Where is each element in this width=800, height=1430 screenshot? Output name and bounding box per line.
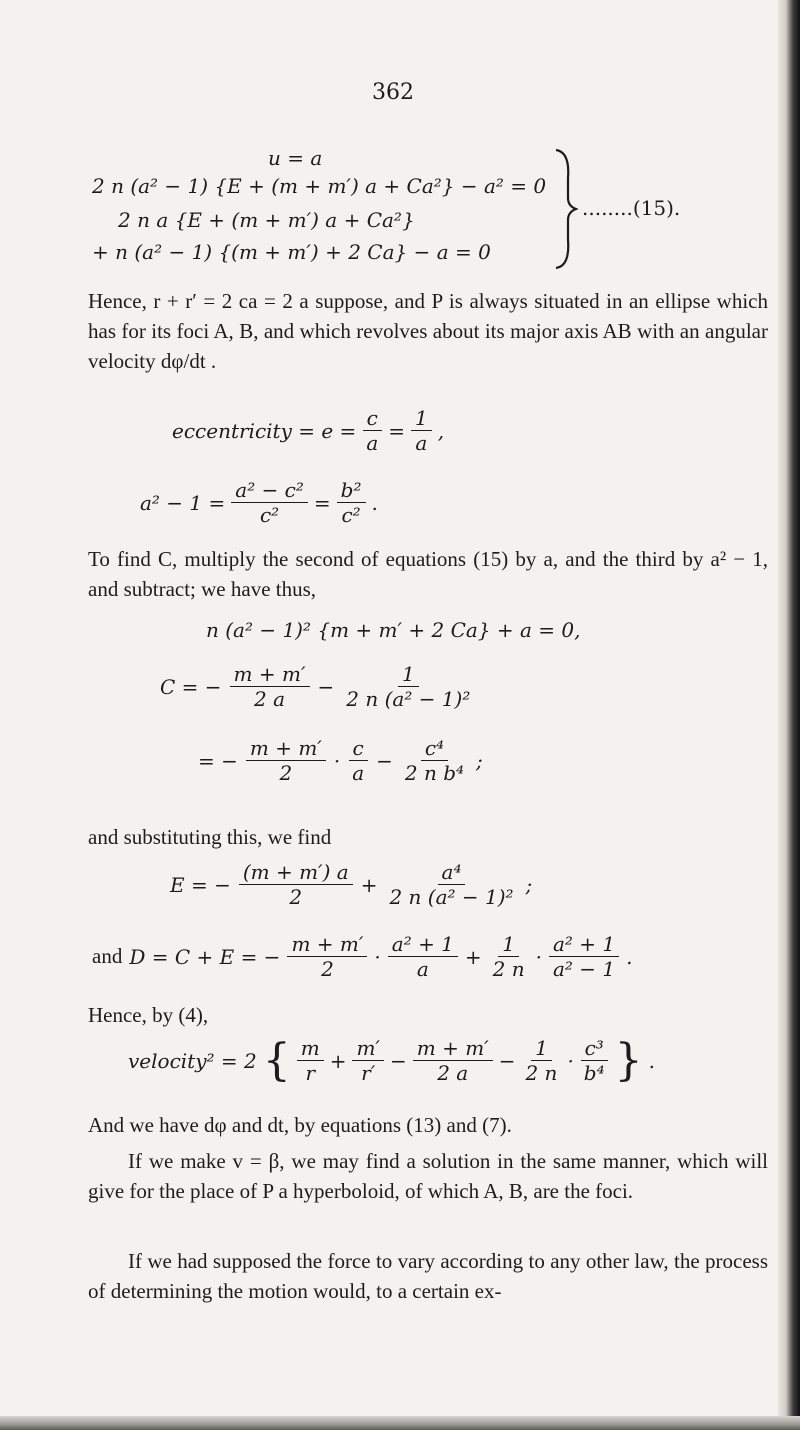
eq-a2-minus-1 bbox=[140, 478, 378, 527]
ecc-frac-1 bbox=[362, 406, 382, 455]
eq-d bbox=[92, 932, 633, 981]
eq15-line3: 2 n a {E + (m + m′) a + Ca²} bbox=[118, 208, 415, 232]
paragraph-dphi-dt: And we have dφ and dt, by equations (13) and (7). bbox=[88, 1113, 512, 1137]
v-den-1: r bbox=[305, 1061, 315, 1085]
c1-den-2: 2 n (a² − 1)² bbox=[346, 687, 471, 711]
c1-frac-2 bbox=[342, 662, 474, 711]
d-and: and bbox=[92, 944, 123, 968]
a2-period: . bbox=[371, 490, 378, 515]
paragraph-other-law: If we had supposed the force to vary according to any other law, the process of determining the motion would, to a certain ex- bbox=[88, 1249, 768, 1303]
v-den-4: 2 n bbox=[525, 1061, 558, 1085]
c1-den-1: 2 a bbox=[254, 687, 286, 711]
v-frac-1 bbox=[297, 1036, 324, 1085]
c2-num-1: m + m′ bbox=[246, 736, 326, 761]
eq15-label: ........(15). bbox=[582, 196, 681, 220]
e-num-2: a⁴ bbox=[438, 860, 466, 885]
eq-eccentricity bbox=[172, 406, 444, 455]
d-frac-1 bbox=[287, 932, 367, 981]
v-frac-2 bbox=[352, 1036, 384, 1085]
paragraph-hyperboloid: If we make v = β, we may find a solution in the same manner, which will give for the place of P a hyperboloid, of which A, B, are the foci. bbox=[88, 1149, 768, 1203]
v-period: . bbox=[648, 1048, 655, 1073]
v-lhs: velocity² = 2 bbox=[128, 1048, 257, 1073]
v-num-5: c³ bbox=[581, 1036, 608, 1061]
a2-num-1: a² − c² bbox=[231, 478, 308, 503]
d-den-2: a bbox=[416, 957, 429, 981]
ecc-den-2: a bbox=[415, 431, 428, 455]
right-brace bbox=[552, 148, 578, 270]
d-num-1: m + m′ bbox=[287, 932, 367, 957]
e-semicolon: ; bbox=[525, 872, 533, 897]
v-den-2: r′ bbox=[361, 1061, 376, 1085]
d-num-4: a² + 1 bbox=[549, 932, 619, 957]
c1-num-1: m + m′ bbox=[230, 662, 310, 687]
v-frac-4 bbox=[521, 1036, 561, 1085]
c2-dot: · bbox=[333, 748, 341, 773]
v-num-1: m bbox=[297, 1036, 324, 1061]
d-frac-4 bbox=[549, 932, 619, 981]
a2-den-2: c² bbox=[341, 503, 361, 527]
c2-semicolon: ; bbox=[476, 748, 483, 773]
ecc-comma: , bbox=[437, 418, 445, 443]
d-lhs: D = C + E = − bbox=[129, 944, 281, 969]
v-frac-5 bbox=[580, 1036, 609, 1085]
c2-frac-1 bbox=[246, 736, 326, 785]
d-dot-2: · bbox=[535, 944, 542, 969]
d-plus: + bbox=[464, 944, 482, 969]
v-plus: + bbox=[329, 1048, 347, 1073]
ecc-frac-2 bbox=[411, 406, 432, 455]
d-den-3: 2 n bbox=[492, 957, 525, 981]
v-num-2: m′ bbox=[352, 1036, 384, 1061]
eq15-line1: u = a bbox=[268, 146, 323, 170]
a2-frac-1 bbox=[231, 478, 308, 527]
ecc-den-1: a bbox=[366, 431, 379, 455]
a2-den-1: c² bbox=[259, 503, 280, 527]
v-num-4: 1 bbox=[531, 1036, 552, 1061]
eq15-line4: + n (a² − 1) {(m + m′) + 2 Ca} − a = 0 bbox=[92, 240, 491, 264]
v-minus-1: − bbox=[389, 1048, 407, 1073]
paragraph-hence-4: Hence, by (4), bbox=[88, 1003, 209, 1027]
e-lhs: E = − bbox=[170, 872, 231, 897]
v-den-3: 2 a bbox=[437, 1061, 469, 1085]
c1-num-2: 1 bbox=[398, 662, 419, 687]
d-den-1: 2 bbox=[321, 957, 334, 981]
v-den-5: b⁴ bbox=[583, 1061, 605, 1085]
ecc-lhs: eccentricity = e = bbox=[172, 418, 357, 443]
a2-frac-2 bbox=[337, 478, 366, 527]
c2-lhs: = − bbox=[198, 748, 238, 773]
paragraph-substituting: and substituting this, we find bbox=[88, 825, 332, 849]
d-num-3: 1 bbox=[498, 932, 519, 957]
v-minus-2: − bbox=[498, 1048, 516, 1073]
c2-num-3: c⁴ bbox=[421, 736, 448, 761]
c2-frac-2 bbox=[348, 736, 368, 785]
eq-e bbox=[170, 860, 532, 909]
v-open-brace: { bbox=[262, 1034, 291, 1086]
c1-lhs: C = − bbox=[160, 674, 222, 699]
page-edge-shadow-right bbox=[778, 0, 800, 1430]
d-period: . bbox=[626, 944, 633, 969]
v-dot: · bbox=[567, 1048, 574, 1073]
e-num-1: (m + m′) a bbox=[239, 860, 353, 885]
page-number: 362 bbox=[372, 80, 414, 105]
d-frac-2 bbox=[388, 932, 458, 981]
c2-den-2: a bbox=[352, 761, 365, 785]
eq-c2 bbox=[198, 736, 483, 785]
d-frac-3 bbox=[489, 932, 529, 981]
e-den-1: 2 bbox=[289, 885, 303, 909]
e-den-2: 2 n (a² − 1)² bbox=[389, 885, 514, 909]
e-frac-1 bbox=[239, 860, 353, 909]
c2-den-1: 2 bbox=[279, 761, 293, 785]
e-plus: + bbox=[360, 872, 378, 897]
d-dot-1: · bbox=[374, 944, 381, 969]
ecc-num-1: c bbox=[363, 406, 382, 431]
eq-c1 bbox=[160, 662, 474, 711]
paragraph-ellipse: Hence, r + r′ = 2 ca = 2 a suppose, and P is always situated in an ellipse which has for its foci A, B, and which revolves about its major axis AB with an angular velocity dφ/dt . bbox=[88, 289, 768, 373]
ecc-num-2: 1 bbox=[411, 406, 432, 431]
c2-frac-3 bbox=[401, 736, 468, 785]
eq-velocity bbox=[128, 1036, 655, 1085]
page-edge-shadow-bottom bbox=[0, 1416, 800, 1430]
a2-equals: = bbox=[313, 490, 331, 515]
eq15-line2: 2 n (a² − 1) {E + (m + m′) a + Ca²} − a² = 0 bbox=[92, 174, 547, 198]
c1-frac-1 bbox=[230, 662, 310, 711]
v-num-3: m + m′ bbox=[413, 1036, 493, 1061]
ecc-equals: = bbox=[388, 418, 406, 443]
c1-minus: − bbox=[317, 674, 335, 699]
a2-num-2: b² bbox=[337, 478, 366, 503]
e-frac-2 bbox=[385, 860, 517, 909]
v-close-brace: } bbox=[614, 1034, 643, 1086]
c2-minus: − bbox=[376, 748, 393, 773]
c2-num-2: c bbox=[349, 736, 368, 761]
d-num-2: a² + 1 bbox=[388, 932, 458, 957]
eq-c0: n (a² − 1)² {m + m′ + 2 Ca} + a = 0, bbox=[206, 618, 581, 642]
c2-den-3: 2 n b⁴ bbox=[404, 761, 465, 785]
d-den-4: a² − 1 bbox=[553, 957, 616, 981]
paragraph-find-c: To find C, multiply the second of equations (15) by a, and the third by a² − 1, and subtract; we have thus, bbox=[88, 547, 768, 601]
v-frac-3 bbox=[413, 1036, 493, 1085]
a2-lhs: a² − 1 = bbox=[140, 490, 226, 515]
